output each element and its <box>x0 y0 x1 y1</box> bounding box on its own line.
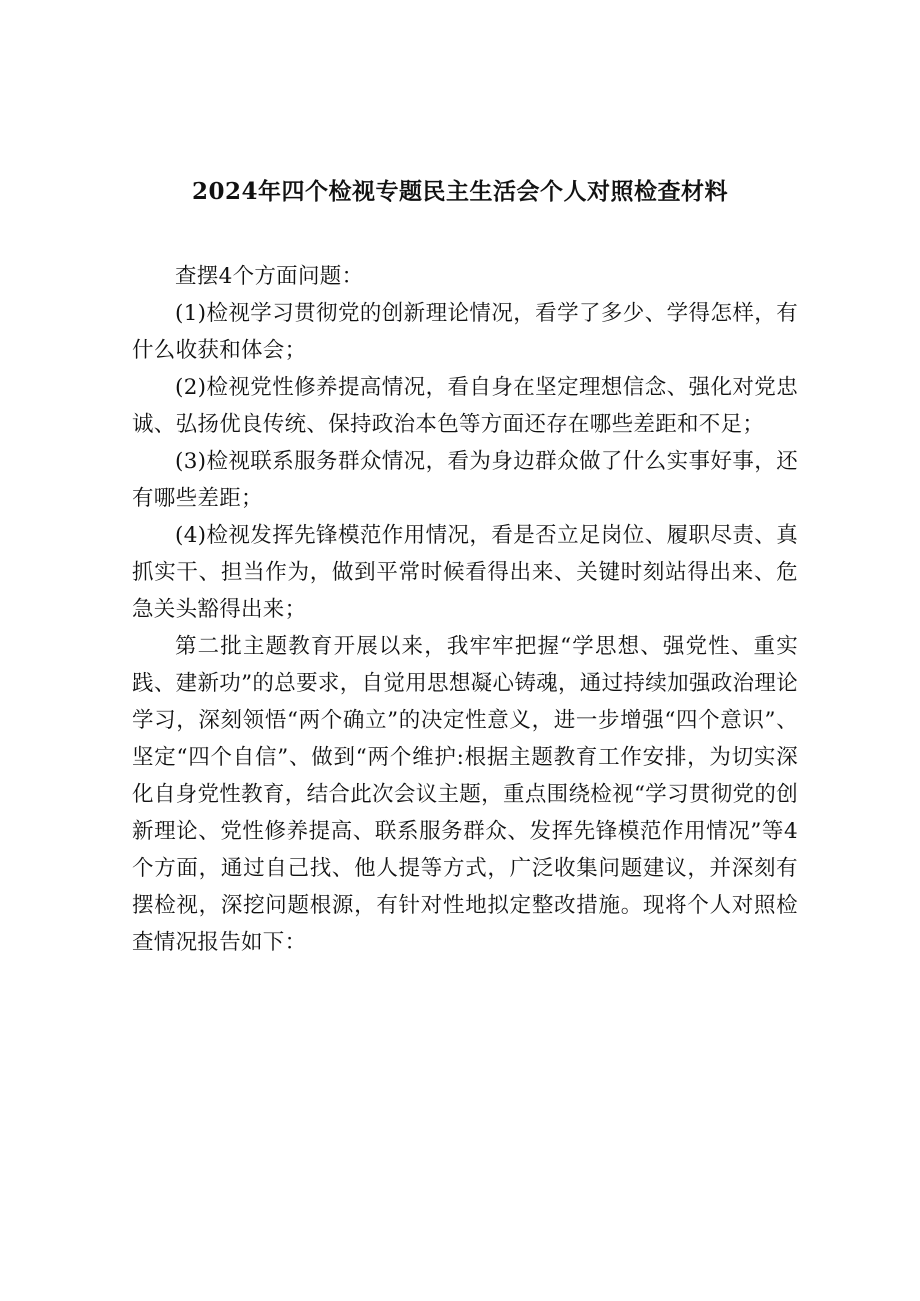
document-title: 2024年四个检视专题民主生活会个人对照检查材料 <box>191 178 728 205</box>
paragraph-item-1: (1)检视学习贯彻党的创新理论情况，看学了多少、学得怎样，有什么收获和体会； <box>132 301 798 363</box>
paragraph-item-2: (2)检视党性修养提高情况，看自身在坚定理想信念、强化对党忠诚、弘扬优良传统、保持政治本色等方面还存在哪些差距和不足； <box>132 375 798 437</box>
paragraph-summary: 第二批主题教育开展以来，我牢牢把握“学思想、强党性、重实践、建新功”的总要求，自觉用思想凝心铸魂，通过持续加强政治理论学习，深刻领悟“两个确立”的决定性意义，进一步增强“四个意识”、坚定“四个自信”、做到“两个维护:根据主题教育工作安排，为切实深化自身党性教育，结合此次会议主题，重点围绕检视“学习贯彻党的创新理论、党性修养提高、联系服务群众、发挥先锋模范作用情况”等4个方面，通过自己找、他人提等方式，广泛收集问题建议，并深刻有摆检视，深挖问题根源，有针对性地拟定整改措施。现将个人对照检查情况报告如下： <box>132 634 798 955</box>
document-body <box>132 258 798 961</box>
paragraph-item-3: (3)检视联系服务群众情况，看为身边群众做了什么实事好事，还有哪些差距； <box>132 449 798 511</box>
paragraph-item-4: (4)检视发挥先锋模范作用情况，看是否立足岗位、履职尽责、真抓实干、担当作为，做到平常时候看得出来、关键时刻站得出来、危急关头豁得出来； <box>132 523 798 622</box>
paragraph-intro: 查摆4个方面问题： <box>175 264 364 289</box>
